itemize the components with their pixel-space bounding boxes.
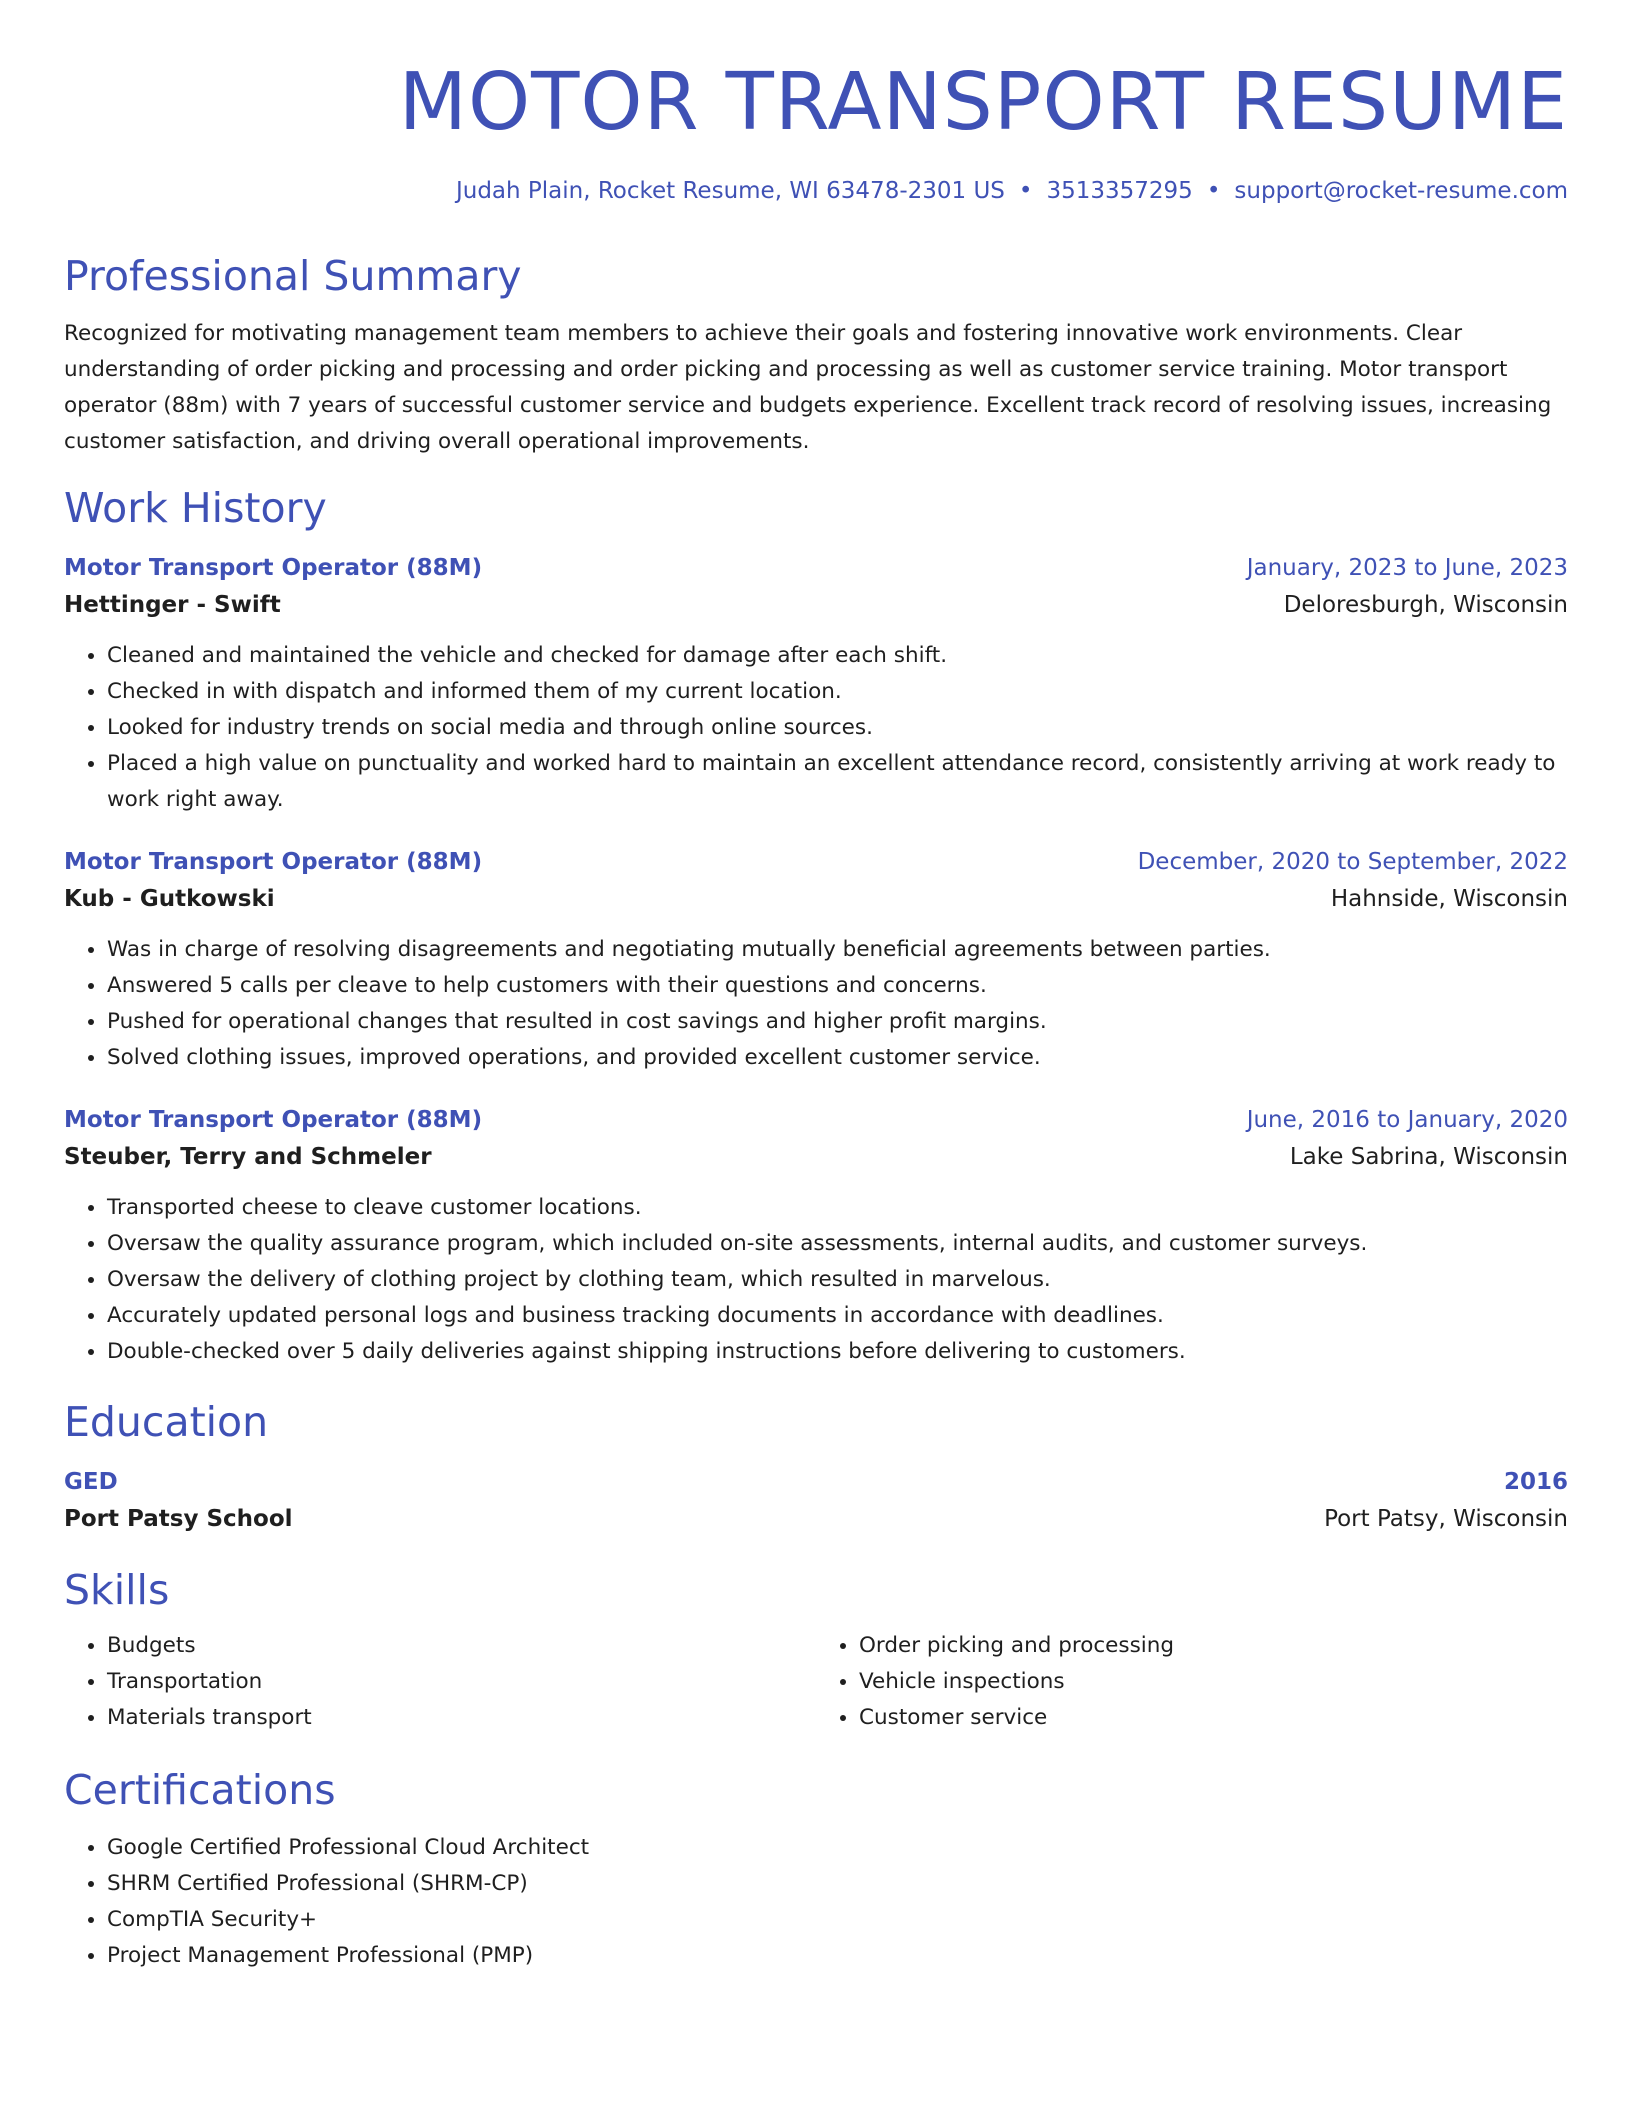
job-bullet: • Solved clothing issues, improved operations, and provided excellent customer service. — [107, 1040, 1568, 1076]
job-entry — [64, 550, 1568, 818]
education-location: Port Patsy, Wisconsin — [1324, 1506, 1568, 1532]
job-entry — [64, 844, 1568, 1076]
job-dates: January, 2023 to June, 2023 — [1246, 555, 1568, 581]
certification-item: • SHRM Certified Professional (SHRM-CP) — [107, 1866, 1568, 1902]
summary-heading: Professional Summary — [64, 252, 522, 300]
job-company: Kub - Gutkowski — [64, 886, 275, 912]
skill-item: • Order picking and processing — [859, 1628, 1568, 1664]
job-location: Lake Sabrina, Wisconsin — [1289, 1144, 1568, 1170]
job-bullet: • Placed a high value on punctuality and worked hard to maintain an excellent attendance record, consistently arriving at work ready to work right away. — [107, 746, 1568, 818]
skills-heading: Skills — [64, 1566, 170, 1614]
certifications-heading: Certifications — [64, 1766, 336, 1814]
job-bullet: • Was in charge of resolving disagreements and negotiating mutually beneficial agreements between parties. — [107, 932, 1568, 968]
certifications-list — [64, 1830, 1568, 1974]
work-history-heading: Work History — [64, 484, 327, 532]
contact-separator: • — [1018, 178, 1033, 204]
skill-item: • Transportation — [107, 1664, 816, 1700]
contact-line — [64, 174, 1568, 208]
job-bullets — [64, 638, 1568, 818]
job-bullet: • Double-checked over 5 daily deliveries against shipping instructions before delivering to customers. — [107, 1334, 1568, 1370]
contact-separator: • — [1206, 178, 1221, 204]
job-dates: June, 2016 to January, 2020 — [1246, 1107, 1568, 1133]
job-bullets — [64, 1190, 1568, 1370]
job-role: Motor Transport Operator (88M) — [64, 849, 483, 875]
job-company: Hettinger - Swift — [64, 592, 281, 618]
skill-item: • Customer service — [859, 1700, 1568, 1736]
job-bullet: • Oversaw the quality assurance program, which included on-site assessments, internal audits, and customer surveys. — [107, 1226, 1568, 1262]
job-role: Motor Transport Operator (88M) — [64, 555, 483, 581]
job-role: Motor Transport Operator (88M) — [64, 1107, 483, 1133]
certification-item: • CompTIA Security+ — [107, 1902, 1568, 1938]
job-bullets — [64, 932, 1568, 1076]
job-bullet: • Oversaw the delivery of clothing project by clothing team, which resulted in marvelous. — [107, 1262, 1568, 1298]
job-bullet: • Accurately updated personal logs and business tracking documents in accordance with deadlines. — [107, 1298, 1568, 1334]
resume-title: MOTOR TRANSPORT RESUME — [398, 56, 1568, 148]
certification-item: • Project Management Professional (PMP) — [107, 1938, 1568, 1974]
skill-item: • Vehicle inspections — [859, 1664, 1568, 1700]
certification-item: • Google Certified Professional Cloud Architect — [107, 1830, 1568, 1866]
education-heading: Education — [64, 1398, 269, 1446]
skill-item: • Materials transport — [107, 1700, 816, 1736]
job-location: Hahnside, Wisconsin — [1330, 886, 1568, 912]
job-bullet: • Answered 5 calls per cleave to help customers with their questions and concerns. — [107, 968, 1568, 1004]
job-dates: December, 2020 to September, 2022 — [1137, 849, 1568, 875]
job-bullet: • Checked in with dispatch and informed them of my current location. — [107, 674, 1568, 710]
skill-item: • Budgets — [107, 1628, 816, 1664]
contact-phone: 3513357295 — [1046, 178, 1193, 204]
job-bullet: • Looked for industry trends on social media and through online sources. — [107, 710, 1568, 746]
job-bullet: • Pushed for operational changes that resulted in cost savings and higher profit margins. — [107, 1004, 1568, 1040]
summary-text: Recognized for motivating management team members to achieve their goals and fostering innovative work environments. Clear understanding of order picking and processing and order picking and processing as well as customer service training. Motor transport operator (88m) with 7 years of successful customer service and budgets experience. Excellent track record of resolving issues, increasing customer satisfaction, and driving overall operational improvements. — [64, 321, 1552, 454]
job-bullet: • Transported cheese to cleave customer locations. — [107, 1190, 1568, 1226]
job-bullet: • Cleaned and maintained the vehicle and checked for damage after each shift. — [107, 638, 1568, 674]
education-degree: GED — [64, 1469, 118, 1495]
education-year: 2016 — [1503, 1469, 1568, 1495]
education-entry — [64, 1464, 1568, 1538]
job-company: Steuber, Terry and Schmeler — [64, 1144, 432, 1170]
job-entry — [64, 1102, 1568, 1370]
contact-email: support@rocket-resume.com — [1234, 178, 1568, 204]
skills-columns — [64, 1628, 1568, 1736]
skills-list-left — [64, 1628, 816, 1736]
contact-address: Judah Plain, Rocket Resume, WI 63478-2301 US — [455, 178, 1005, 204]
job-location: Deloresburgh, Wisconsin — [1283, 592, 1568, 618]
education-school: Port Patsy School — [64, 1506, 293, 1532]
skills-list-right — [816, 1628, 1568, 1736]
